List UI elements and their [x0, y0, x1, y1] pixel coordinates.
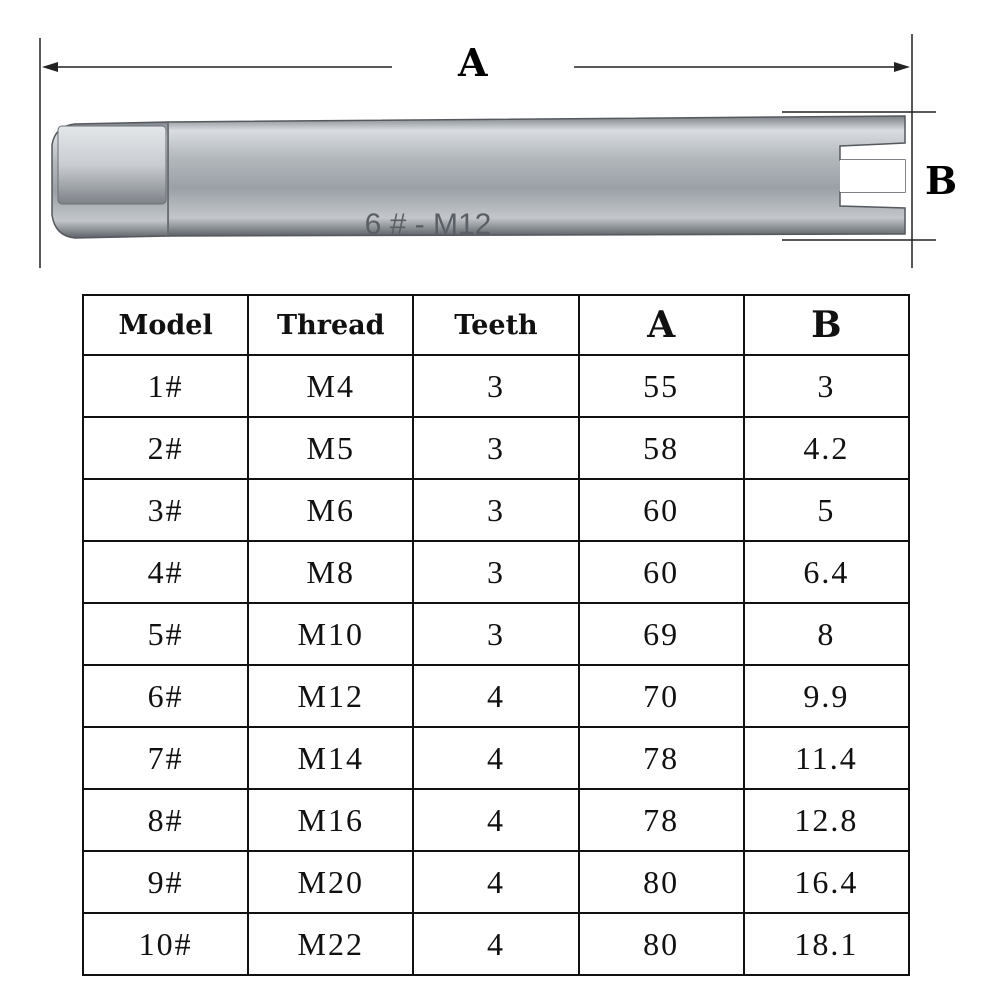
- cell-b: 4.2: [744, 417, 909, 479]
- cell-teeth: 3: [413, 541, 578, 603]
- cell-b: 6.4: [744, 541, 909, 603]
- cell-thread: M14: [248, 727, 413, 789]
- table-row: [83, 541, 909, 603]
- cell-model: 6#: [83, 665, 248, 727]
- cell-model: 9#: [83, 851, 248, 913]
- cell-teeth: 4: [413, 913, 578, 975]
- cell-a: 80: [579, 851, 744, 913]
- cell-model: 1#: [83, 355, 248, 417]
- cell-teeth: 3: [413, 603, 578, 665]
- cell-model: 4#: [83, 541, 248, 603]
- cell-model: 2#: [83, 417, 248, 479]
- cell-b: 12.8: [744, 789, 909, 851]
- table-row: [83, 851, 909, 913]
- tool-engraving-text: 6 # - M12: [364, 208, 492, 241]
- dimension-b-label: B: [925, 158, 958, 203]
- table-row: [83, 789, 909, 851]
- cell-thread: M12: [248, 665, 413, 727]
- table-row: [83, 665, 909, 727]
- cell-a: 70: [579, 665, 744, 727]
- cell-teeth: 3: [413, 479, 578, 541]
- spec-table: [82, 294, 910, 976]
- cell-a: 69: [579, 603, 744, 665]
- table-row: [83, 913, 909, 975]
- cell-model: 5#: [83, 603, 248, 665]
- table-row: [83, 727, 909, 789]
- cell-a: 58: [579, 417, 744, 479]
- cell-b: 18.1: [744, 913, 909, 975]
- cell-model: 7#: [83, 727, 248, 789]
- cell-a: 78: [579, 727, 744, 789]
- cell-teeth: 4: [413, 851, 578, 913]
- cell-thread: M22: [248, 913, 413, 975]
- cell-thread: M4: [248, 355, 413, 417]
- table-row: [83, 603, 909, 665]
- cell-b: 8: [744, 603, 909, 665]
- cell-b: 11.4: [744, 727, 909, 789]
- cell-thread: M20: [248, 851, 413, 913]
- cell-thread: M6: [248, 479, 413, 541]
- cell-teeth: 4: [413, 789, 578, 851]
- table-row: [83, 479, 909, 541]
- table-row: [83, 417, 909, 479]
- header-thread: Thread: [248, 295, 413, 355]
- cell-a: 80: [579, 913, 744, 975]
- cell-teeth: 4: [413, 665, 578, 727]
- header-b: B: [744, 295, 909, 355]
- dimension-a-label: A: [458, 40, 488, 85]
- cell-b: 3: [744, 355, 909, 417]
- header-a: A: [579, 295, 744, 355]
- cell-model: 10#: [83, 913, 248, 975]
- header-row: [83, 295, 909, 355]
- cell-b: 16.4: [744, 851, 909, 913]
- cell-thread: M16: [248, 789, 413, 851]
- tool-diagram: [0, 0, 1000, 280]
- cell-model: 8#: [83, 789, 248, 851]
- cell-teeth: 3: [413, 417, 578, 479]
- cell-a: 55: [579, 355, 744, 417]
- cell-a: 60: [579, 479, 744, 541]
- cell-teeth: 3: [413, 355, 578, 417]
- cell-b: 9.9: [744, 665, 909, 727]
- cell-teeth: 4: [413, 727, 578, 789]
- cell-thread: M8: [248, 541, 413, 603]
- cell-model: 3#: [83, 479, 248, 541]
- cell-b: 5: [744, 479, 909, 541]
- cell-thread: M10: [248, 603, 413, 665]
- cell-a: 60: [579, 541, 744, 603]
- square-drive-face: [58, 126, 166, 204]
- table-row: [83, 355, 909, 417]
- header-model: Model: [83, 295, 248, 355]
- cell-thread: M5: [248, 417, 413, 479]
- cell-a: 78: [579, 789, 744, 851]
- header-teeth: Teeth: [413, 295, 578, 355]
